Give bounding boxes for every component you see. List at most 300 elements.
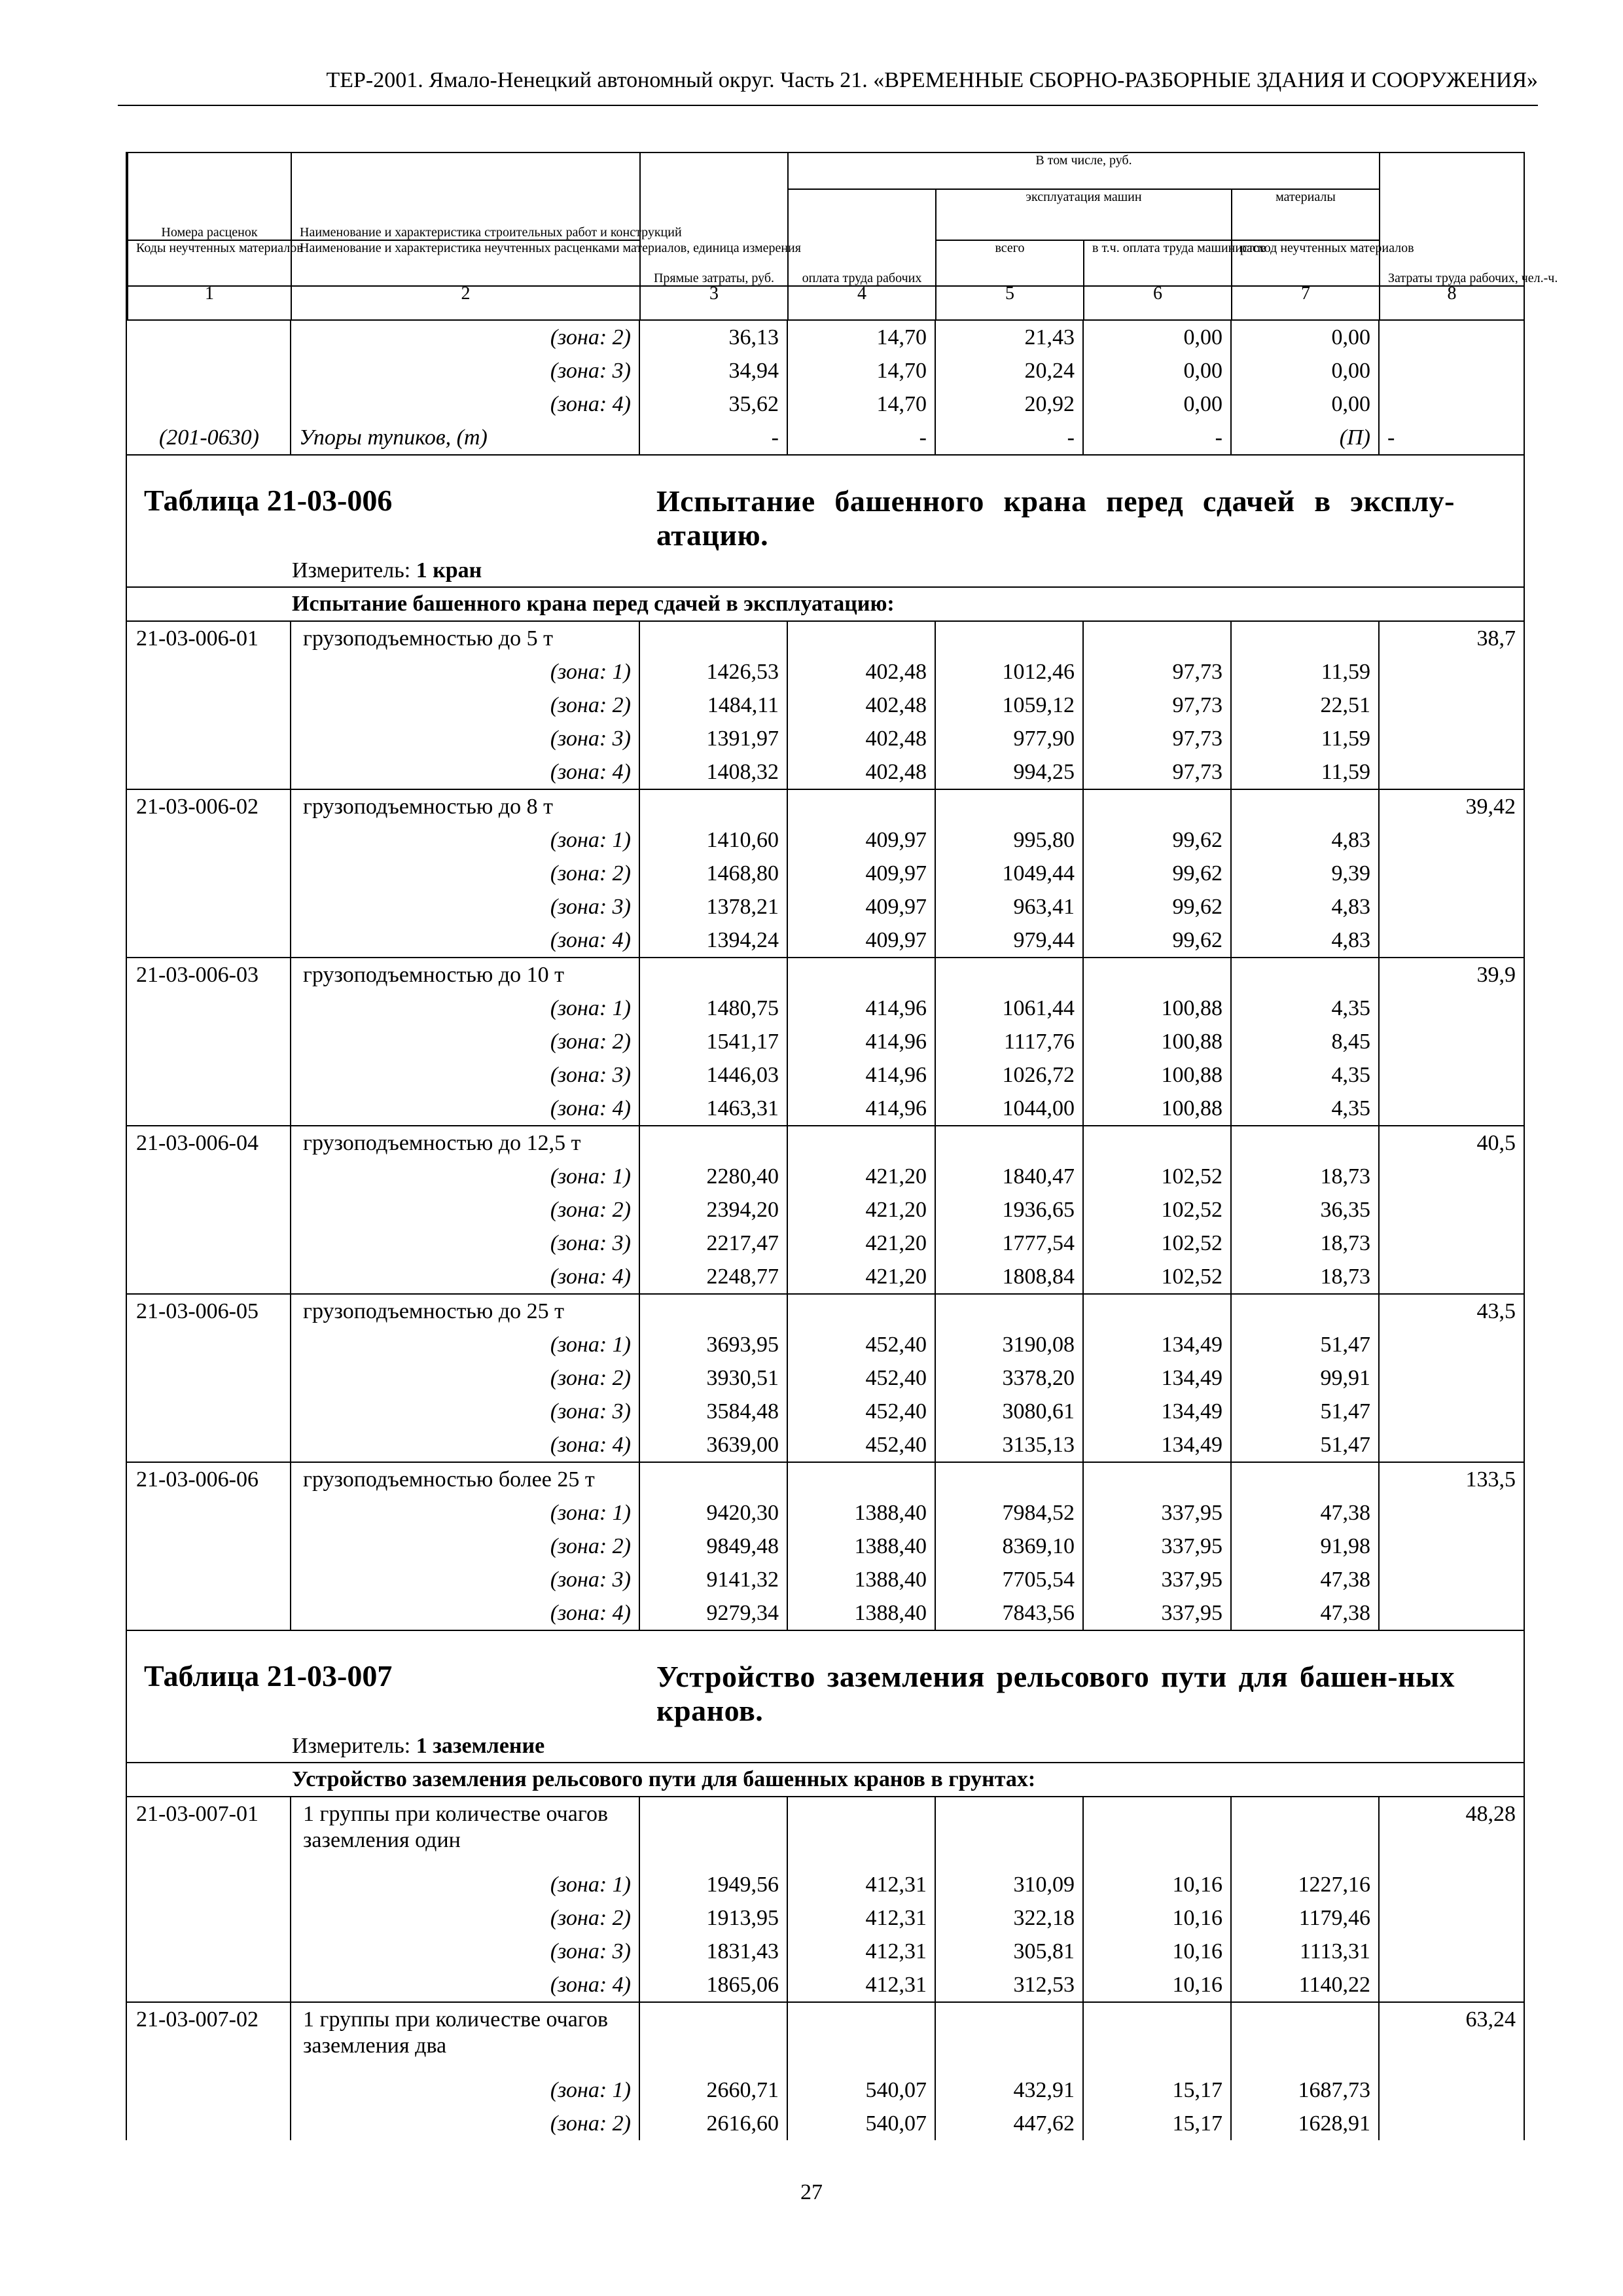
- machines-total-cell: 8369,10: [935, 1530, 1083, 1563]
- measure-label: Измеритель:: [292, 558, 411, 583]
- table-row: [127, 924, 1524, 958]
- labor-pay-cell: 412,31: [787, 1868, 935, 1901]
- direct-cost-cell: 1468,80: [639, 857, 787, 890]
- labor-cost-cell: [1379, 1968, 1524, 2002]
- table-006-section: [127, 454, 1524, 1630]
- labor-pay-cell: 452,40: [787, 1328, 935, 1361]
- col-number: 1: [128, 286, 291, 320]
- item-row: [127, 621, 1524, 655]
- rate-code-cell: 21-03-007-02: [127, 2002, 291, 2073]
- zone-cell: (зона: 4): [291, 1092, 639, 1126]
- table-row: [127, 1025, 1524, 1058]
- materials-cell: 1227,16: [1231, 1868, 1379, 1901]
- machinist-pay-cell: 100,88: [1083, 992, 1231, 1025]
- labor-pay-cell: 412,31: [787, 1935, 935, 1968]
- machines-total-cell: 3378,20: [935, 1361, 1083, 1395]
- labor-cost-cell: 43,5: [1379, 1294, 1524, 1328]
- col-number: 6: [1084, 286, 1232, 320]
- item-name-cell: грузоподъемностью более 25 т: [291, 1462, 639, 1496]
- labor-cost-cell: 48,28: [1379, 1797, 1524, 1868]
- zone-cell: (зона: 3): [291, 354, 639, 387]
- labor-pay-cell: 1388,40: [787, 1563, 935, 1596]
- zone-cell: (зона: 2): [291, 689, 639, 722]
- empty-cell: [787, 2002, 935, 2073]
- empty-cell: [1231, 789, 1379, 823]
- measure-line: [127, 555, 1524, 586]
- machines-total-cell: -: [935, 421, 1083, 454]
- col-number: 4: [788, 286, 936, 320]
- empty-cell: [1083, 2002, 1231, 2073]
- empty-cell: [1083, 789, 1231, 823]
- labor-pay-cell: 421,20: [787, 1260, 935, 1294]
- labor-pay-cell: 414,96: [787, 1058, 935, 1092]
- rate-code-cell: 21-03-006-05: [127, 1294, 291, 1328]
- item-name-cell: грузоподъемностью до 25 т: [291, 1294, 639, 1328]
- code-cell: [127, 1361, 291, 1395]
- zone-cell: (зона: 1): [291, 992, 639, 1025]
- empty-cell: [639, 1797, 787, 1868]
- empty-cell: [935, 958, 1083, 992]
- labor-cost-cell: -: [1379, 421, 1524, 454]
- machines-total-cell: 305,81: [935, 1935, 1083, 1968]
- group-heading: Испытание башенного крана перед сдачей в эксплуатацию:: [127, 586, 1524, 620]
- table-row: [127, 2073, 1524, 2107]
- machinist-pay-cell: 97,73: [1083, 689, 1231, 722]
- machines-total-cell: 977,90: [935, 722, 1083, 755]
- zone-cell: (зона: 1): [291, 1496, 639, 1530]
- empty-cell: [935, 789, 1083, 823]
- labor-cost-cell: [1379, 689, 1524, 722]
- machines-total-cell: 7705,54: [935, 1563, 1083, 1596]
- machinist-pay-cell: 0,00: [1083, 387, 1231, 421]
- code-cell: [127, 1025, 291, 1058]
- labor-pay-cell: 409,97: [787, 823, 935, 857]
- materials-cell: 51,47: [1231, 1395, 1379, 1428]
- machinist-pay-cell: -: [1083, 421, 1231, 454]
- machines-total-cell: 1044,00: [935, 1092, 1083, 1126]
- zone-cell: (зона: 1): [291, 655, 639, 689]
- zone-cell: (зона: 1): [291, 2073, 639, 2107]
- measure-label: Измеритель:: [292, 1734, 411, 1758]
- labor-pay-cell: -: [787, 421, 935, 454]
- empty-cell: [787, 1797, 935, 1868]
- direct-cost-cell: 1484,11: [639, 689, 787, 722]
- machinist-pay-cell: 134,49: [1083, 1361, 1231, 1395]
- labor-cost-cell: 63,24: [1379, 2002, 1524, 2073]
- code-cell: [127, 722, 291, 755]
- code-cell: [127, 1227, 291, 1260]
- machinist-pay-cell: 97,73: [1083, 722, 1231, 755]
- table-row: [127, 321, 1524, 354]
- labor-pay-cell: 414,96: [787, 992, 935, 1025]
- empty-cell: [639, 958, 787, 992]
- labor-pay-cell: 1388,40: [787, 1596, 935, 1630]
- labor-cost-cell: [1379, 857, 1524, 890]
- materials-cell: 47,38: [1231, 1496, 1379, 1530]
- item-row: [127, 2002, 1524, 2073]
- labor-pay-cell: 452,40: [787, 1361, 935, 1395]
- col-number: 8: [1380, 286, 1524, 320]
- materials-cell: 18,73: [1231, 1227, 1379, 1260]
- direct-cost-cell: 9849,48: [639, 1530, 787, 1563]
- empty-cell: [935, 1294, 1083, 1328]
- rate-code-cell: 21-03-007-01: [127, 1797, 291, 1868]
- col-including: В том числе, руб.: [788, 152, 1380, 189]
- materials-cell: 4,35: [1231, 992, 1379, 1025]
- machinist-pay-cell: 99,62: [1083, 857, 1231, 890]
- direct-cost-cell: 1394,24: [639, 924, 787, 958]
- empty-cell: [787, 789, 935, 823]
- table-row: [127, 1596, 1524, 1630]
- direct-cost-cell: 2217,47: [639, 1227, 787, 1260]
- material-code-cell: (201-0630): [159, 425, 259, 450]
- zone-cell: (зона: 3): [291, 722, 639, 755]
- direct-cost-cell: 1391,97: [639, 722, 787, 755]
- item-name-cell: грузоподъемностью до 10 т: [291, 958, 639, 992]
- table-row: [127, 1260, 1524, 1294]
- table-007-rows: [127, 1796, 1524, 2140]
- machines-total-cell: 312,53: [935, 1968, 1083, 2002]
- labor-pay-cell: 414,96: [787, 1025, 935, 1058]
- rate-code-cell: 21-03-006-01: [127, 621, 291, 655]
- empty-cell: [1231, 2002, 1379, 2073]
- empty-cell: [935, 621, 1083, 655]
- table-007-title: [127, 1631, 1524, 1728]
- labor-pay-cell: 402,48: [787, 655, 935, 689]
- direct-cost-cell: -: [639, 421, 787, 454]
- table-row: [127, 1428, 1524, 1462]
- col-materials: материалы: [1232, 189, 1380, 240]
- machinist-pay-cell: 99,62: [1083, 823, 1231, 857]
- labor-cost-cell: [1379, 1901, 1524, 1935]
- table-row: [127, 1395, 1524, 1428]
- machines-total-cell: 1936,65: [935, 1193, 1083, 1227]
- machines-total-cell: 447,62: [935, 2107, 1083, 2140]
- machines-total-cell: 7984,52: [935, 1496, 1083, 1530]
- direct-cost-cell: 1913,95: [639, 1901, 787, 1935]
- labor-cost-cell: 39,42: [1379, 789, 1524, 823]
- table-row: [127, 2107, 1524, 2140]
- materials-cell: 22,51: [1231, 689, 1379, 722]
- zone-cell: (зона: 4): [291, 1968, 639, 2002]
- machinist-pay-cell: 100,88: [1083, 1025, 1231, 1058]
- empty-cell: [787, 1462, 935, 1496]
- table-row: [127, 1968, 1524, 2002]
- machines-total-cell: 3080,61: [935, 1395, 1083, 1428]
- labor-cost-cell: [1379, 1428, 1524, 1462]
- labor-pay-cell: 421,20: [787, 1160, 935, 1193]
- zone-cell: (зона: 3): [291, 1395, 639, 1428]
- direct-cost-cell: 1865,06: [639, 1968, 787, 2002]
- table-row: [127, 1058, 1524, 1092]
- zone-cell: (зона: 2): [291, 1025, 639, 1058]
- table-row: [127, 387, 1524, 421]
- materials-cell: 11,59: [1231, 722, 1379, 755]
- labor-cost-cell: [1379, 1868, 1524, 1901]
- direct-cost-cell: 9141,32: [639, 1563, 787, 1596]
- item-name-cell: 1 группы при количестве очагов заземления один: [291, 1797, 639, 1868]
- code-cell: [127, 2107, 291, 2140]
- machinist-pay-cell: 337,95: [1083, 1530, 1231, 1563]
- machinist-pay-cell: 102,52: [1083, 1227, 1231, 1260]
- header-rule: [118, 105, 1538, 106]
- table-row: [127, 1563, 1524, 1596]
- col-materials-sub: расход неучтенных материалов: [1232, 240, 1380, 286]
- code-cell: [127, 1160, 291, 1193]
- labor-pay-cell: 414,96: [787, 1092, 935, 1126]
- machines-total-cell: 21,43: [935, 321, 1083, 354]
- labor-cost-cell: [1379, 1025, 1524, 1058]
- labor-pay-cell: 452,40: [787, 1428, 935, 1462]
- labor-cost-cell: [1379, 823, 1524, 857]
- empty-cell: [1083, 1294, 1231, 1328]
- machinist-pay-cell: 10,16: [1083, 1868, 1231, 1901]
- labor-cost-cell: [1379, 1935, 1524, 1968]
- code-cell: [127, 1260, 291, 1294]
- labor-cost-cell: [1379, 924, 1524, 958]
- item-row: [127, 1797, 1524, 1868]
- table-row: [127, 354, 1524, 387]
- zone-cell: (зона: 2): [291, 857, 639, 890]
- code-cell: [127, 1596, 291, 1630]
- labor-pay-cell: 421,20: [787, 1193, 935, 1227]
- labor-cost-cell: [1379, 1328, 1524, 1361]
- col-machines: эксплуатация машин: [936, 189, 1232, 240]
- zone-cell: (зона: 1): [291, 823, 639, 857]
- empty-cell: [787, 621, 935, 655]
- empty-cell: [639, 1462, 787, 1496]
- labor-cost-cell: [1379, 2073, 1524, 2107]
- direct-cost-cell: 2394,20: [639, 1193, 787, 1227]
- direct-cost-cell: 2280,40: [639, 1160, 787, 1193]
- labor-cost-cell: [1379, 755, 1524, 789]
- col-code-top: Номера расценок: [128, 152, 291, 240]
- table-row: [127, 1227, 1524, 1260]
- machines-total-cell: 979,44: [935, 924, 1083, 958]
- empty-cell: [639, 1294, 787, 1328]
- code-cell: [127, 1428, 291, 1462]
- group-heading: Устройство заземления рельсового пути для башенных кранов в грунтах:: [127, 1762, 1524, 1796]
- machinist-pay-cell: 100,88: [1083, 1092, 1231, 1126]
- rate-code-cell: 21-03-006-06: [127, 1462, 291, 1496]
- machinist-pay-cell: 337,95: [1083, 1496, 1231, 1530]
- labor-pay-cell: 409,97: [787, 857, 935, 890]
- empty-cell: [1231, 958, 1379, 992]
- table-row: [127, 1530, 1524, 1563]
- direct-cost-cell: 35,62: [639, 387, 787, 421]
- item-row: [127, 1126, 1524, 1160]
- labor-cost-cell: [1379, 655, 1524, 689]
- empty-cell: [1231, 1294, 1379, 1328]
- code-cell: [127, 823, 291, 857]
- table-number: Таблица 21-03-006: [144, 484, 393, 517]
- machinist-pay-cell: 10,16: [1083, 1935, 1231, 1968]
- machinist-pay-cell: 15,17: [1083, 2107, 1231, 2140]
- machines-total-cell: 1840,47: [935, 1160, 1083, 1193]
- table-row: [127, 1328, 1524, 1361]
- column-header-table: [127, 152, 1558, 321]
- labor-cost-cell: [1379, 1227, 1524, 1260]
- direct-cost-cell: 2248,77: [639, 1260, 787, 1294]
- machines-total-cell: 3135,13: [935, 1428, 1083, 1462]
- labor-cost-cell: [1379, 992, 1524, 1025]
- empty-cell: [1083, 1462, 1231, 1496]
- labor-pay-cell: 402,48: [787, 722, 935, 755]
- direct-cost-cell: 34,94: [639, 354, 787, 387]
- labor-cost-cell: [1379, 1092, 1524, 1126]
- labor-pay-cell: 1388,40: [787, 1530, 935, 1563]
- item-name-cell: грузоподъемностью до 5 т: [291, 621, 639, 655]
- code-cell: [127, 354, 291, 387]
- labor-cost-cell: [1379, 387, 1524, 421]
- item-row: [127, 1462, 1524, 1496]
- machinist-pay-cell: 97,73: [1083, 655, 1231, 689]
- table-row: [127, 1160, 1524, 1193]
- empty-cell: [639, 2002, 787, 2073]
- col-name-top: Наименование и характеристика строительных работ и конструкций: [291, 152, 640, 240]
- table-row: [127, 890, 1524, 924]
- running-header: ТЕР-2001. Ямало-Ненецкий автономный округ. Часть 21. «ВРЕМЕННЫЕ СБОРНО-РАЗБОРНЫЕ ЗДАНИЯ И СООРУЖЕНИЯ»: [326, 68, 1538, 92]
- machines-total-cell: 432,91: [935, 2073, 1083, 2107]
- code-cell: [127, 1868, 291, 1901]
- table-row: [127, 1935, 1524, 1968]
- machines-total-cell: 1777,54: [935, 1227, 1083, 1260]
- machinist-pay-cell: 134,49: [1083, 1328, 1231, 1361]
- table-row: [127, 1361, 1524, 1395]
- col-number: 7: [1232, 286, 1380, 320]
- table-006-rows: [127, 620, 1524, 1630]
- zone-cell: (зона: 1): [291, 1160, 639, 1193]
- labor-pay-cell: 409,97: [787, 890, 935, 924]
- zone-cell: (зона: 3): [291, 1935, 639, 1968]
- table-row: [127, 1092, 1524, 1126]
- col-direct-costs: Прямые затраты, руб.: [640, 152, 788, 286]
- direct-cost-cell: 1378,21: [639, 890, 787, 924]
- direct-cost-cell: 1426,53: [639, 655, 787, 689]
- empty-cell: [1083, 621, 1231, 655]
- materials-cell: 1140,22: [1231, 1968, 1379, 2002]
- code-cell: [127, 689, 291, 722]
- labor-pay-cell: 412,31: [787, 1901, 935, 1935]
- machinist-pay-cell: 337,95: [1083, 1563, 1231, 1596]
- materials-cell: 4,35: [1231, 1058, 1379, 1092]
- code-cell: [127, 1901, 291, 1935]
- machinist-pay-cell: 100,88: [1083, 1058, 1231, 1092]
- empty-cell: [639, 621, 787, 655]
- table-row: [127, 722, 1524, 755]
- materials-cell: 51,47: [1231, 1428, 1379, 1462]
- zone-cell: (зона: 1): [291, 1868, 639, 1901]
- materials-cell: 99,91: [1231, 1361, 1379, 1395]
- machinist-pay-cell: 0,00: [1083, 321, 1231, 354]
- machinist-pay-cell: 102,52: [1083, 1160, 1231, 1193]
- code-cell: [127, 1563, 291, 1596]
- item-name-cell: 1 группы при количестве очагов заземления два: [291, 2002, 639, 2073]
- machines-total-cell: 1117,76: [935, 1025, 1083, 1058]
- labor-cost-cell: [1379, 1563, 1524, 1596]
- direct-cost-cell: 1463,31: [639, 1092, 787, 1126]
- machines-total-cell: 1026,72: [935, 1058, 1083, 1092]
- labor-cost-cell: [1379, 1193, 1524, 1227]
- empty-cell: [1083, 1797, 1231, 1868]
- zone-cell: (зона: 4): [291, 1260, 639, 1294]
- materials-cell: 18,73: [1231, 1160, 1379, 1193]
- col-name-bottom: Наименование и характеристика неучтенных расценками материалов, единица измерения: [291, 240, 640, 286]
- machines-total-cell: 994,25: [935, 755, 1083, 789]
- table-row: [127, 1193, 1524, 1227]
- direct-cost-cell: 3930,51: [639, 1361, 787, 1395]
- machines-total-cell: 1049,44: [935, 857, 1083, 890]
- empty-cell: [1231, 1126, 1379, 1160]
- zone-cell: (зона: 2): [291, 1530, 639, 1563]
- labor-cost-cell: [1379, 1058, 1524, 1092]
- table-row: [127, 1868, 1524, 1901]
- labor-pay-cell: 14,70: [787, 354, 935, 387]
- direct-cost-cell: 9279,34: [639, 1596, 787, 1630]
- code-cell: [127, 857, 291, 890]
- table-row: [127, 992, 1524, 1025]
- item-name-cell: грузоподъемностью до 8 т: [291, 789, 639, 823]
- materials-cell: 47,38: [1231, 1563, 1379, 1596]
- machines-total-cell: 7843,56: [935, 1596, 1083, 1630]
- measure-line: [127, 1731, 1524, 1762]
- item-name-cell: грузоподъемностью до 12,5 т: [291, 1126, 639, 1160]
- labor-pay-cell: 452,40: [787, 1395, 935, 1428]
- rate-code-cell: 21-03-006-04: [127, 1126, 291, 1160]
- machines-total-cell: 1808,84: [935, 1260, 1083, 1294]
- materials-cell: 8,45: [1231, 1025, 1379, 1058]
- code-cell: [127, 1496, 291, 1530]
- code-cell: [127, 1530, 291, 1563]
- empty-cell: [1231, 1462, 1379, 1496]
- labor-cost-cell: [1379, 1395, 1524, 1428]
- table-006-title: [127, 456, 1524, 552]
- machinist-pay-cell: 99,62: [1083, 890, 1231, 924]
- item-row: [127, 1294, 1524, 1328]
- table-row: [127, 1901, 1524, 1935]
- col-machinist-pay: в т.ч. оплата труда машинистов: [1084, 240, 1232, 286]
- labor-cost-cell: [1379, 890, 1524, 924]
- code-cell: [127, 1058, 291, 1092]
- empty-cell: [935, 1126, 1083, 1160]
- materials-cell: 51,47: [1231, 1328, 1379, 1361]
- materials-cell: 4,83: [1231, 890, 1379, 924]
- direct-cost-cell: 3693,95: [639, 1328, 787, 1361]
- zone-cell: (зона: 2): [291, 1361, 639, 1395]
- labor-pay-cell: 14,70: [787, 387, 935, 421]
- machinist-pay-cell: 99,62: [1083, 924, 1231, 958]
- machinist-pay-cell: 15,17: [1083, 2073, 1231, 2107]
- machines-total-cell: 20,92: [935, 387, 1083, 421]
- code-cell: [127, 924, 291, 958]
- labor-pay-cell: 1388,40: [787, 1496, 935, 1530]
- labor-pay-cell: 402,48: [787, 689, 935, 722]
- materials-cell: 0,00: [1231, 321, 1379, 354]
- code-cell: [127, 992, 291, 1025]
- zone-cell: (зона: 2): [291, 1901, 639, 1935]
- labor-cost-cell: [1379, 1160, 1524, 1193]
- materials-cell: 18,73: [1231, 1260, 1379, 1294]
- machines-total-cell: 963,41: [935, 890, 1083, 924]
- direct-cost-cell: 1831,43: [639, 1935, 787, 1968]
- machines-total-cell: 20,24: [935, 354, 1083, 387]
- labor-cost-cell: [1379, 354, 1524, 387]
- empty-cell: [787, 1126, 935, 1160]
- materials-cell: 4,83: [1231, 823, 1379, 857]
- materials-cell: 1179,46: [1231, 1901, 1379, 1935]
- empty-cell: [1083, 958, 1231, 992]
- materials-cell: 9,39: [1231, 857, 1379, 890]
